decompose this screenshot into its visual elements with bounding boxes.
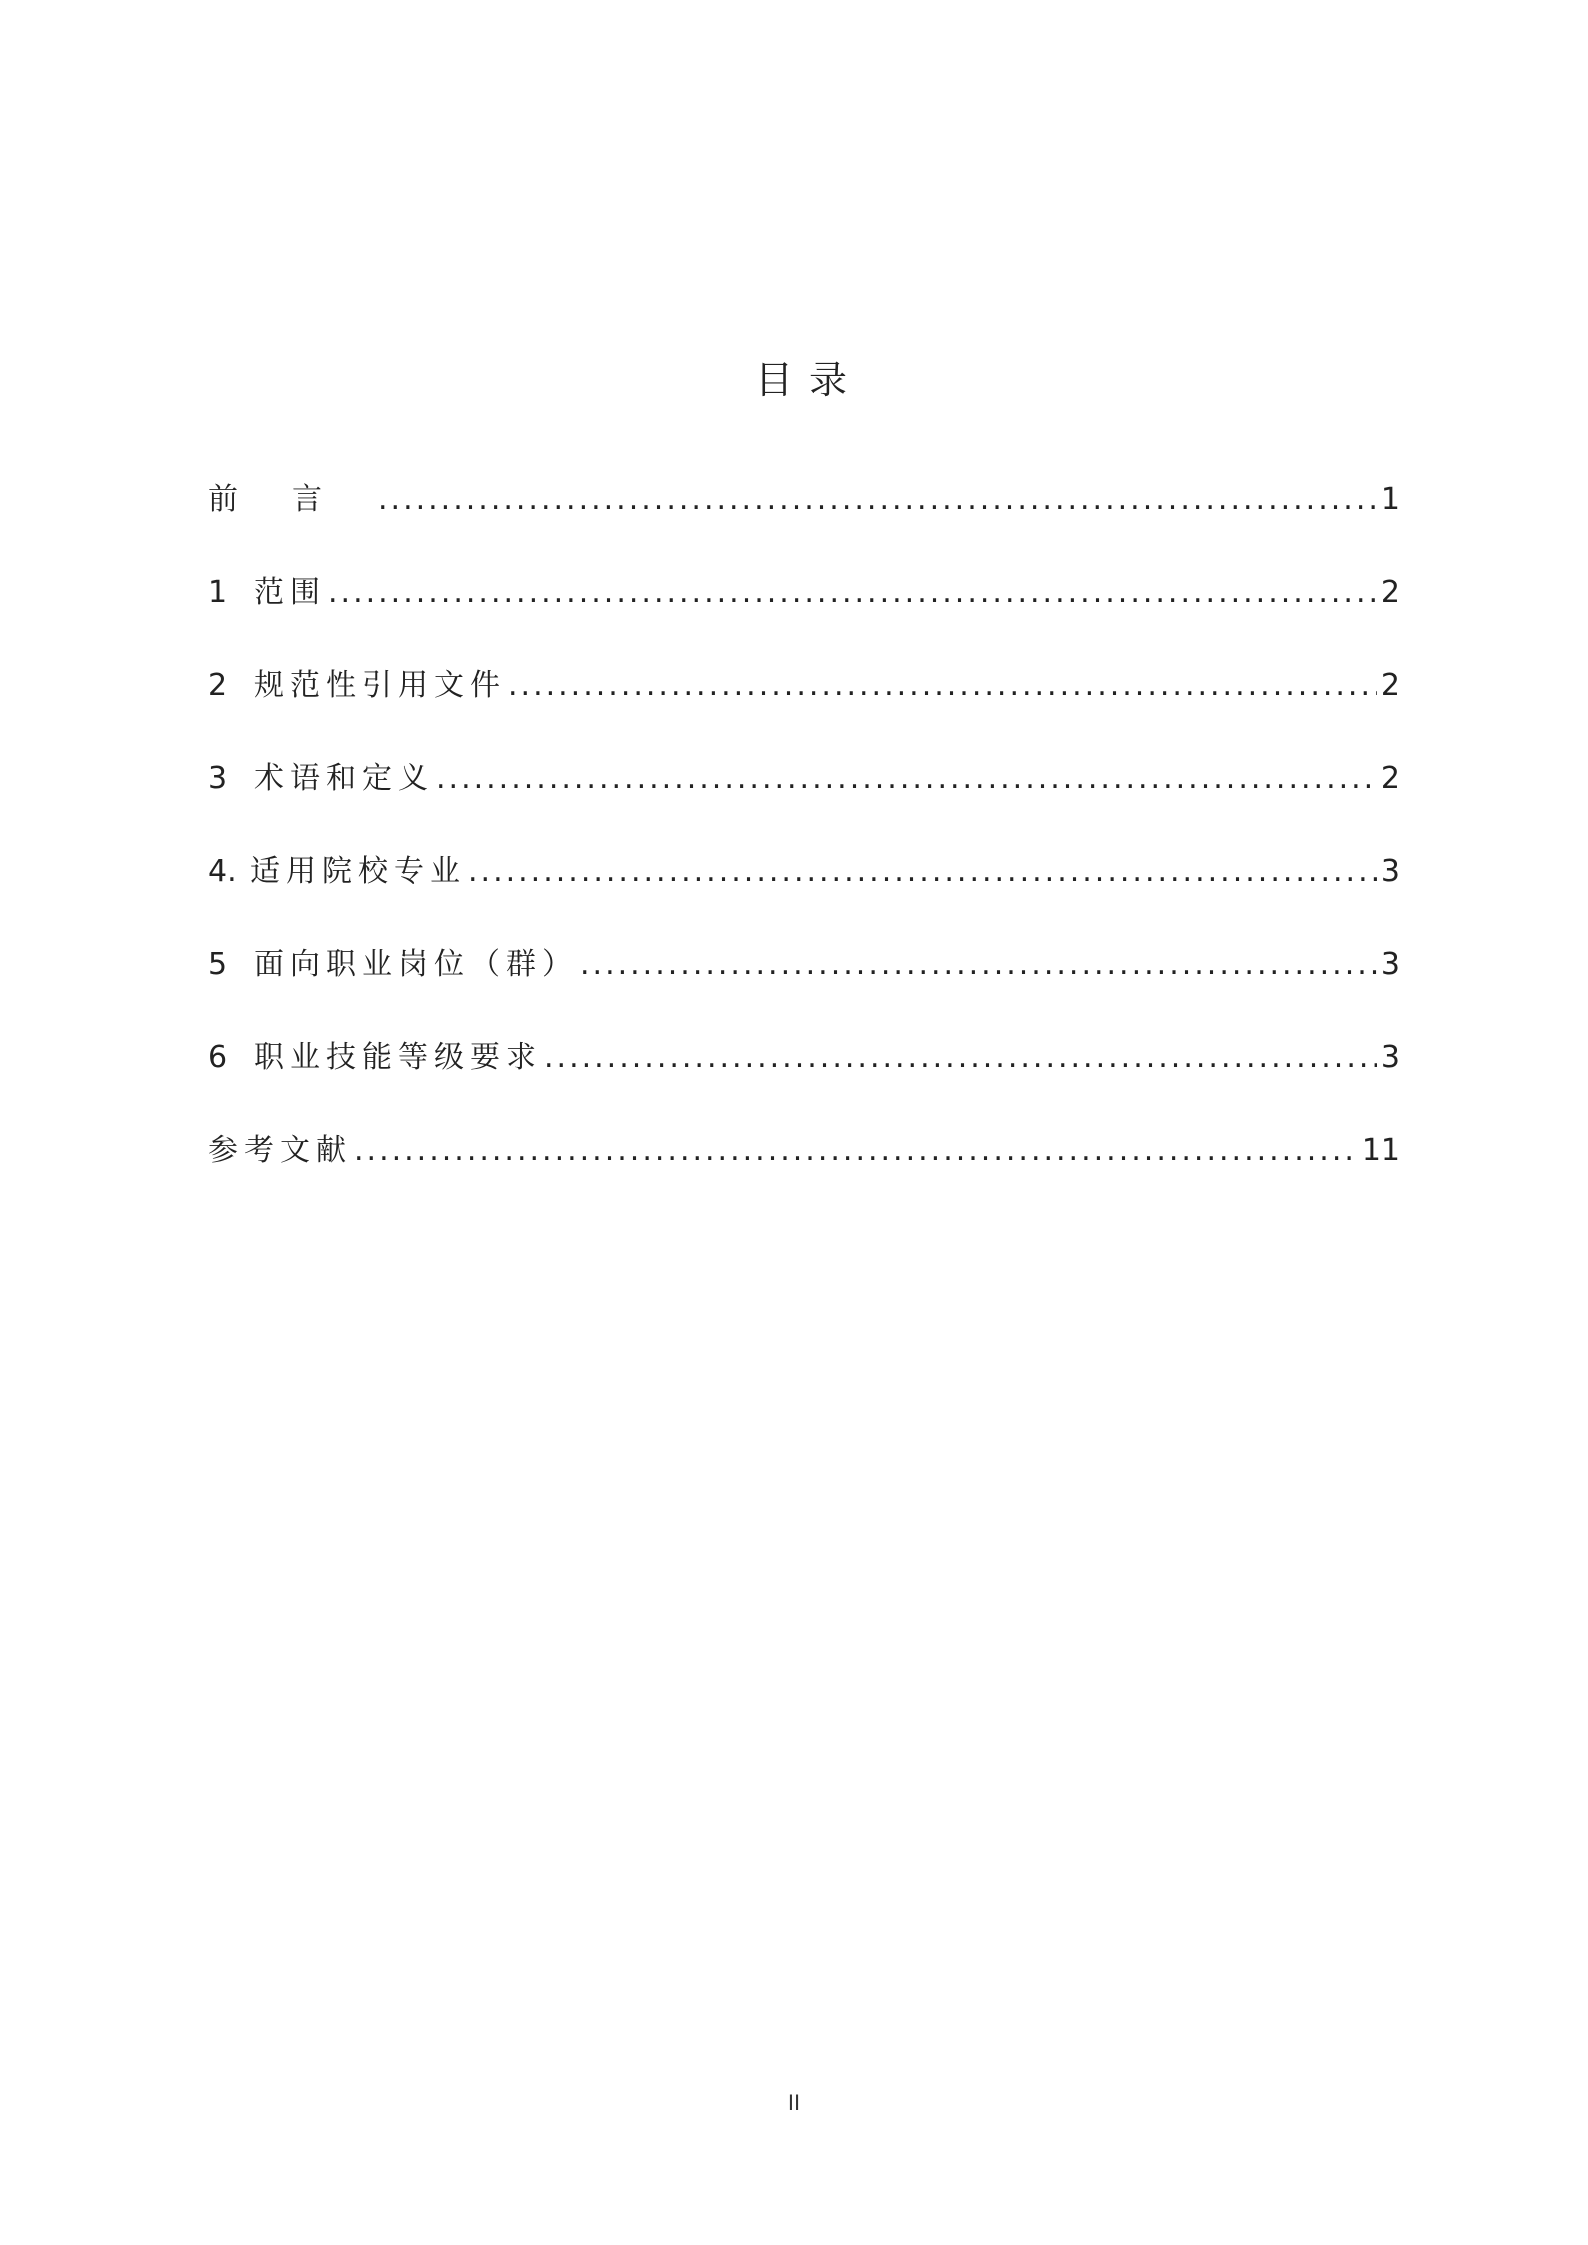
toc-entry-scope[interactable] xyxy=(208,571,1400,664)
toc-dot-leader xyxy=(468,850,1377,894)
toc-entry-terms-definitions[interactable] xyxy=(208,757,1400,850)
toc-dot-leader xyxy=(328,571,1377,615)
toc-entry-number: 1 xyxy=(208,575,228,610)
page-title: 目 录 xyxy=(754,358,850,402)
toc-entry-label: 职业技能等级要求 xyxy=(254,1040,542,1075)
toc-entry-number: 5 xyxy=(208,947,228,982)
toc-entry-label: 参考文献 xyxy=(208,1133,352,1168)
toc-entry-normative-references[interactable] xyxy=(208,664,1400,757)
toc-entry-page: 3 xyxy=(1380,854,1400,889)
toc-entry-label: 前言 xyxy=(208,482,376,517)
toc-entry-page: 11 xyxy=(1361,1133,1400,1168)
toc-entry-page: 1 xyxy=(1380,482,1400,517)
toc-entry-number: 4. xyxy=(208,854,237,889)
toc-entry-job-positions[interactable] xyxy=(208,943,1400,1036)
toc-dot-leader xyxy=(544,1036,1377,1080)
toc-entry-references[interactable] xyxy=(208,1129,1400,1222)
toc-entry-label: 范围 xyxy=(254,575,326,610)
toc-entry-preface[interactable] xyxy=(208,478,1400,571)
toc-dot-leader xyxy=(436,757,1377,801)
toc-dot-leader xyxy=(580,943,1377,987)
toc-entry-number: 3 xyxy=(208,761,228,796)
toc-dot-leader xyxy=(378,478,1377,522)
toc-entry-label: 规范性引用文件 xyxy=(254,668,506,703)
toc-entry-number: 6 xyxy=(208,1040,228,1075)
toc-entry-label: 面向职业岗位（群） xyxy=(254,947,578,982)
toc-entry-page: 2 xyxy=(1380,761,1400,796)
toc-entry-page: 2 xyxy=(1380,575,1400,610)
toc-dot-leader xyxy=(508,664,1377,708)
toc-dot-leader xyxy=(354,1129,1358,1173)
page-number: II xyxy=(787,2090,801,2115)
table-of-contents xyxy=(208,478,1400,1222)
toc-entry-page: 3 xyxy=(1380,947,1400,982)
toc-entry-applicable-majors[interactable] xyxy=(208,850,1400,943)
toc-entry-page: 2 xyxy=(1380,668,1400,703)
toc-entry-number: 2 xyxy=(208,668,228,703)
toc-entry-page: 3 xyxy=(1380,1040,1400,1075)
toc-entry-label: 适用院校专业 xyxy=(250,854,466,889)
toc-entry-label: 术语和定义 xyxy=(254,761,434,796)
toc-entry-skill-level-requirements[interactable] xyxy=(208,1036,1400,1129)
